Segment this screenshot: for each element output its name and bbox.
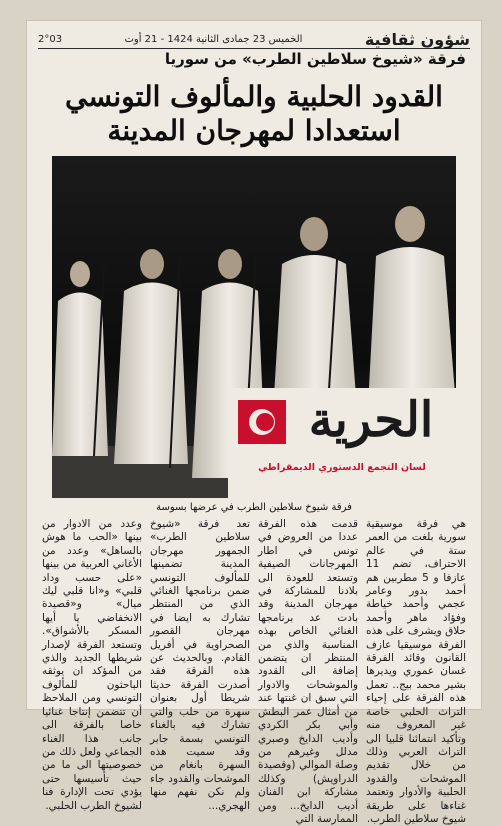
column-text: هي فرقة موسيقية سورية بلغت من العمر ستة في عالم الاحتراف، تضم 11 عازفا و 5 مطربين هم أحمد بدور وعامر عجمي وأحمد خياطة وفؤاد ماهر وأحمد حلاق ويشرف على هذه الفرقة موسيقيا عازف القانون وقائد الفرقة غسان عموري ويديرها بشير محمد بيج.. تعمل هذه الفرقة على إحياء التراث الحلبي خاصة غير المعروف منه وتأكيد انتمائنا قلبيا الى التراث العربي وذلك من خلال تقديم الموشحات والقدود الحلبية والأدوار وتعتمد غناءها على طريقة شيوخ سلاطين الطرب. (366, 518, 466, 825)
article-headline (46, 80, 462, 148)
article-photo (52, 156, 456, 498)
article-column (150, 518, 250, 812)
newspaper-page (26, 20, 482, 825)
photo-caption: فرقة شيوخ سلاطين الطرب في عرضها بسوسة (156, 502, 352, 513)
section-title: شؤون ثقافية (364, 29, 470, 49)
dateline: الخميس 23 جمادى الثانية 1424 - 21 أوت (124, 33, 303, 45)
article-body (42, 518, 466, 825)
headline-line-2: استعدادا لمهرجان المدينة (107, 114, 401, 147)
article-column (42, 518, 142, 812)
logo-title: الحرية (308, 392, 434, 448)
article-column (366, 518, 466, 825)
article-kicker: فرقة «شيوخ سلاطين الطرب» من سوريا (164, 50, 466, 68)
column-text: قدمت هذه الفرقة عددا من العروض في تونس في اطار المهرجانات الصيفية وتستعد للعودة الى بلادنا للمشاركة في مهرجان المدينة وقد بادت عد برنامجها الغنائي الخاص بهذه المناسبة والذي من المنتظر ان يتضمن إضافة الى القدود والموشحات والادوار التي سبق ان غنتها عند من أمثال عمر البطش وأبي بكر الكردي وأديب الدايخ وصبري مدلل وغيرهم من وصلة الموالي (وقصيدة الدراويش) وكذلك مشاركة ابن الفنان أديب الدايخ... ومن الممارسة التي (258, 518, 358, 825)
logo-tagline: لسان التجمع الدستوري الديمقراطي (258, 462, 426, 473)
headline-line-1: القدود الحلبية والمألوف التونسي (65, 80, 443, 113)
page-number: 2°03 (38, 33, 63, 45)
column-text: تعد فرقة «شيوخ سلاطين الطرب» الجمهور مهرجان المدينة تضمينها للمألوف التونسي ضمن برنامجها الغنائي الذي من المنتظر تشارك به ايضا في مهرجان القصور الصحراوية في أفريل القادم. وبالحديث عن هذه الفرقة فقد أصدرت الفرقة حديثا شريطا أول بعنوان سهرة من حلب والتي تشارك فيه بالغناء التونسي بسمة جابر وقد سميت هذه السهرة بانغام من الموشحات والقدود جاء ولم نكن نفهم منها الهجري... (150, 518, 250, 812)
column-text: وعدد من الادوار من بينها «الحب ما هوش بالساهل» وعدد من الأغاني العربية من بينها «على حسب وداد قلبي» و«انا قلبي ليك ميال» و«قصيدة الانخفاضي يا أيها المسكر بالأشواق». وتستعد الفرقة لإصدار شريطها الجديد والذي من المؤكد ان يوثقه الباحثون للمألوف التونسي ومن الملاحظ أن تتضمن إنتاجا غنائيا خاصا بالفرقة الى جانب هذا الغناء الجماعي ولعل ذلك من خصوصيتها الى ما من حيث تأسيسها حتى يؤدي تحت الإدارة فنا لشيوخ الطرب الحلبي. (42, 518, 142, 812)
article-column (258, 518, 358, 825)
page-header (38, 30, 470, 49)
